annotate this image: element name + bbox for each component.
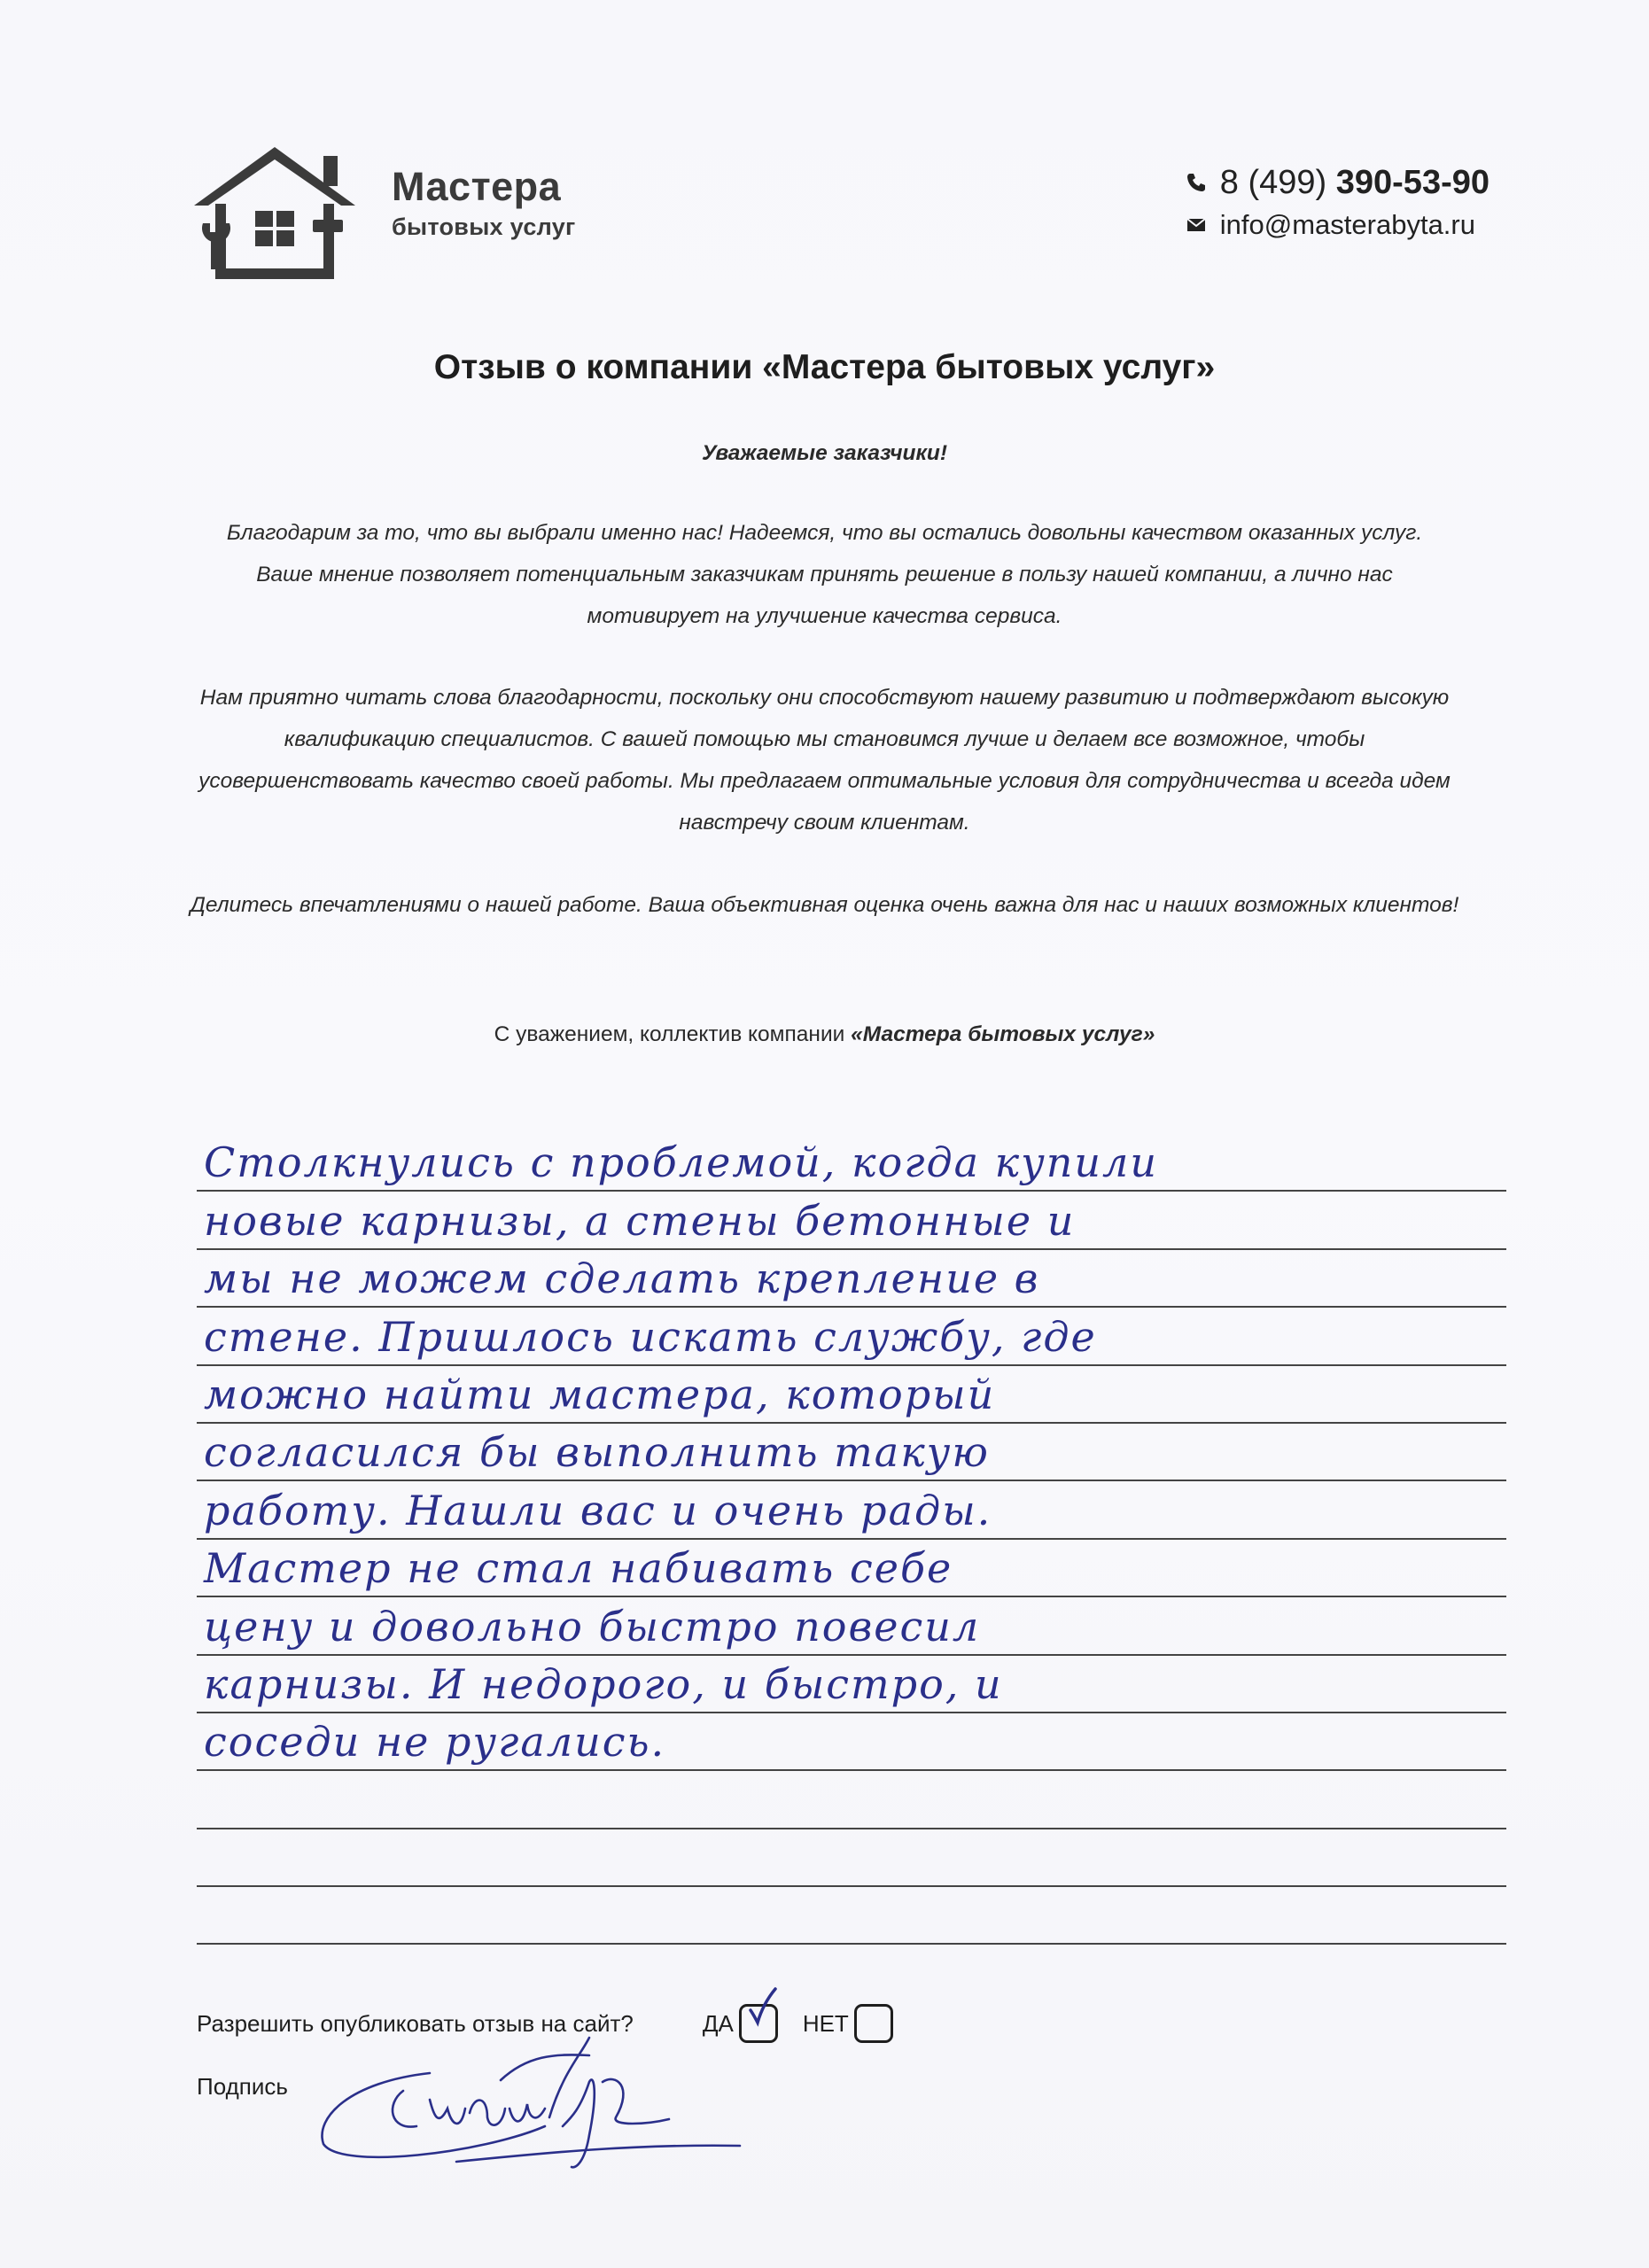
handwritten-line-text: новые карнизы, а стены бетонные и bbox=[204, 1196, 1076, 1245]
handwritten-line-text: можно найти мастера, который bbox=[204, 1370, 996, 1418]
ruled-line bbox=[197, 1250, 1506, 1308]
ruled-line bbox=[197, 1308, 1506, 1365]
sign-off-prefix: С уважением, коллектив компании bbox=[494, 1022, 852, 1046]
brand-block bbox=[392, 164, 576, 241]
ruled-line bbox=[197, 1656, 1506, 1713]
email-row bbox=[1185, 204, 1490, 246]
intro-paragraph-3: Делитесь впечатлениями о нашей работе. Ваша объективная оценка очень важна для нас и наших возможных клиентов! bbox=[190, 893, 1459, 917]
intro-paragraph-2: Нам приятно читать слова благодарности, поскольку они способствуют нашему развитию и подтверждают высокую квалификацию специалистов. С вашей помощью мы становимся лучше и делаем все возможное, чтобы усовершенствовать качество своей работы. Мы предлагаем оптимальные условия для сотрудничества и всегда идем навстречу своим клиентам. bbox=[198, 686, 1451, 835]
phone-number[interactable] bbox=[1220, 164, 1490, 202]
ruled-line bbox=[197, 1540, 1506, 1597]
ruled-line bbox=[197, 1887, 1506, 1945]
brand-subtitle: бытовых услуг bbox=[392, 214, 576, 240]
ruled-line bbox=[197, 1481, 1506, 1539]
intro-paragraph-1: Благодарим за то, что вы выбрали именно нас! Надеемся, что вы остались довольны качеством оказанных услуг. Ваше мнение позволяет потенциальным заказчикам принять решение в пользу нашей компании, а лично нас мотивирует на улучшение качества сервиса. bbox=[226, 521, 1423, 628]
handwritten-signature bbox=[297, 2020, 758, 2171]
handwritten-line-text: Мастер не стал набивать себе bbox=[204, 1544, 953, 1593]
handwritten-line-text: мы не можем сделать крепление в bbox=[204, 1254, 1040, 1303]
email-link[interactable]: info@masterabyta.ru bbox=[1219, 209, 1475, 240]
ruled-line bbox=[197, 1713, 1506, 1771]
ruled-line bbox=[197, 1134, 1506, 1192]
no-label: НЕТ bbox=[802, 2009, 849, 2037]
no-checkbox[interactable] bbox=[854, 2004, 893, 2043]
sign-off bbox=[177, 1014, 1472, 1055]
handwritten-line-text: карнизы. И недорого, и быстро, и bbox=[204, 1659, 1003, 1708]
handwritten-line-text: стене. Пришлось искать службу, где bbox=[204, 1312, 1097, 1361]
handwritten-line-text: соседи не ругались. bbox=[204, 1718, 666, 1767]
house-tools-logo bbox=[191, 142, 359, 284]
handwritten-line-text: цену и довольно быстро повесил bbox=[204, 1602, 981, 1651]
ruled-line bbox=[197, 1366, 1506, 1424]
ruled-line bbox=[197, 1192, 1506, 1249]
review-text-area[interactable] bbox=[197, 1134, 1506, 1945]
ruled-line bbox=[197, 1771, 1506, 1829]
ruled-line bbox=[197, 1424, 1506, 1481]
greeting: Уважаемые заказчики! bbox=[701, 441, 948, 465]
page-title: Отзыв о компании «Мастера бытовых услуг» bbox=[433, 348, 1216, 386]
mail-icon bbox=[1185, 214, 1208, 237]
no-option bbox=[803, 2004, 893, 2043]
sign-off-company: «Мастера бытовых услуг» bbox=[851, 1022, 1155, 1046]
handwritten-line-text: согласился бы выполнить такую bbox=[204, 1428, 990, 1477]
contacts-block bbox=[1185, 161, 1490, 246]
yes-label: ДА bbox=[702, 2009, 734, 2037]
phone-main: 390-53-90 bbox=[1335, 163, 1490, 201]
phone-row bbox=[1185, 161, 1490, 204]
brand-title: Мастера bbox=[392, 164, 562, 209]
signature-label: Подпись bbox=[197, 2073, 288, 2100]
ruled-line bbox=[197, 1597, 1506, 1655]
publish-question: Разрешить опубликовать отзыв на сайт? bbox=[197, 2009, 634, 2037]
handwritten-line-text: Столкнулись с проблемой, когда купили bbox=[204, 1138, 1158, 1187]
handwritten-line-text: работу. Нашли вас и очень рады. bbox=[204, 1486, 992, 1534]
phone-icon bbox=[1185, 171, 1208, 194]
ruled-line bbox=[197, 1829, 1506, 1887]
phone-prefix: 8 (499) bbox=[1219, 163, 1327, 201]
